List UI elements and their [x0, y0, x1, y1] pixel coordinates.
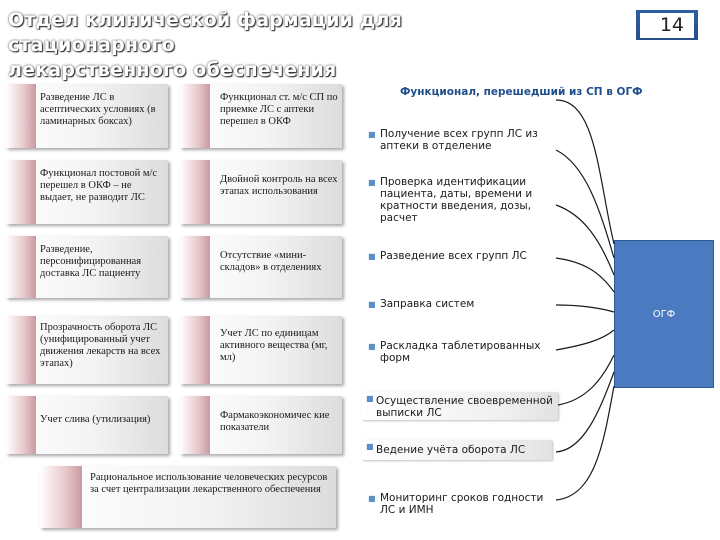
- connector-curve: [556, 258, 614, 292]
- bullet-icon: ■: [368, 342, 376, 351]
- bullet-icon: ■: [368, 178, 376, 187]
- bullet-icon: ■: [368, 252, 376, 261]
- card-text: Рациональное использование человеческих ресурсов за счет централизации лекарственного обеспечения: [90, 472, 328, 495]
- card-text: Разведение, персонифицированная доставка ЛС пациенту: [40, 244, 142, 279]
- slide-number: 14: [640, 13, 694, 38]
- function-item-label: Получение всех групп ЛС из аптеки в отделение: [380, 128, 538, 152]
- card-text: Прозрачность оборота ЛС (унифицированный учет движения лекарств на всех этапах): [40, 322, 161, 369]
- function-item-label: Ведение учёта оборота ЛС: [376, 444, 526, 456]
- function-item-label: Проверка идентификации пациента, даты, времени и кратности введения, дозы, расчет: [380, 176, 533, 224]
- function-item-label: Осуществление своевременной выписки ЛС: [376, 395, 553, 419]
- card-text: Отсутствие «мини-складов» в отделениях: [220, 250, 322, 273]
- connector-curve: [556, 330, 614, 350]
- connector-curve: [558, 355, 614, 405]
- slide-title-line-2: лекарственного обеспечения: [8, 59, 337, 81]
- card-text: Учет слива (утилизация): [40, 414, 151, 425]
- connector-curve: [556, 372, 614, 452]
- card-text: Учет ЛС по единицам активного вещества (мг, мл): [220, 328, 328, 363]
- card-text: Функционал постовой м/с перешел в ОКФ – не выдает, не разводит ЛС: [40, 168, 158, 203]
- bullet-icon: ■: [368, 130, 376, 139]
- slide-title-line-1: Отдел клинической фармации для стационарного: [8, 9, 402, 56]
- bullet-icon: ■: [366, 394, 374, 403]
- card-text: Фармакоэкономичес кие показатели: [220, 410, 330, 433]
- bullet-icon: ■: [368, 494, 376, 503]
- card-text: Функционал ст. м/с СП по приемке ЛС с аптеки перешел в ОКФ: [220, 92, 338, 127]
- card-text: Двойной контроль на всех этапах использования: [220, 174, 338, 197]
- function-item-label: Заправка систем: [380, 298, 475, 310]
- connector-curve: [556, 100, 614, 244]
- connector-curve: [556, 205, 614, 275]
- function-item-label: Раскладка таблетированных форм: [380, 340, 541, 364]
- functions-heading: Функционал, перешедший из СП в ОГФ: [400, 86, 643, 98]
- connector-curve: [556, 305, 614, 312]
- function-item-label: Мониторинг сроков годности ЛС и ИМН: [380, 492, 544, 516]
- card-text: Разведение ЛС в асептических условиях (в ламинарных боксах): [40, 92, 156, 127]
- bullet-icon: ■: [368, 300, 376, 309]
- bullet-icon: ■: [366, 442, 374, 451]
- ogf-label: ОГФ: [652, 309, 676, 320]
- function-item-label: Разведение всех групп ЛС: [380, 250, 527, 262]
